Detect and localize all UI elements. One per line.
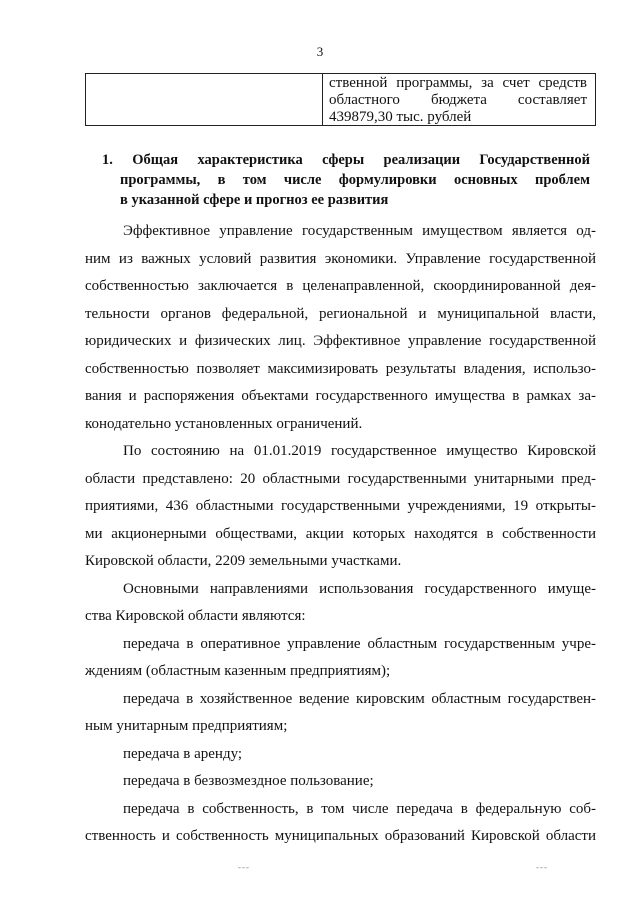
list-item-line: передача в собственность, в том числе передача в федеральную соб- [123, 800, 596, 817]
paragraph-line: конодательно установленных ограничений. [85, 415, 363, 432]
footer-mark: --- [536, 862, 548, 872]
paragraph-line: ства Кировской области являются: [85, 608, 306, 624]
list-item-line: ждениям (областным казенным предприятиям); [85, 663, 391, 679]
heading-line: 1. Общая характеристика сферы реализации Государственной [102, 152, 590, 168]
footer-mark: --- [238, 862, 250, 872]
paragraph-line: ним из важных условий развития экономики. Управление государственной [85, 250, 596, 267]
table-cell-line: областного бюджета составляет [329, 92, 587, 108]
list-item-line: передача в хозяйственное ведение кировским областным государствен- [123, 690, 596, 707]
table-cell-funding [323, 74, 595, 125]
paragraph-line: собственностью позволяет максимизировать результаты владения, использо- [85, 360, 596, 377]
table-cell-line: 439879,30 тыс. рублей [329, 109, 472, 125]
list-item-line: передача в оперативное управление областным государственным учре- [123, 635, 596, 652]
summary-table-row [85, 73, 596, 126]
paragraph-line: ми акционерными обществами, акции которых находятся в собственности [85, 525, 596, 542]
paragraph-line: тельности органов федеральной, региональной и муниципальной власти, [85, 305, 596, 322]
section-heading [102, 150, 590, 210]
table-cell-line: ственной программы, за счет средств [329, 75, 587, 91]
paragraph-line: приятиями, 436 областными государственными учреждениями, 19 открыты- [85, 498, 596, 514]
paragraph-line: юридических и физических лиц. Эффективное управление государственной [85, 333, 596, 349]
paragraph-line: области представлено: 20 областными государственными унитарными пред- [85, 470, 596, 487]
body-text [85, 218, 596, 851]
paragraph-line: Основными направлениями использования государственного имуще- [123, 580, 596, 597]
list-item-line: ственность и собственность муниципальных образований Кировской области [85, 828, 596, 844]
paragraph-line: собственностью заключается в целенаправленной, скоординированной дея- [85, 278, 596, 294]
page-number: 3 [316, 44, 324, 59]
list-item-line: ным унитарным предприятиям; [85, 718, 288, 734]
heading-line: программы, в том числе формулировки основных проблем [120, 172, 590, 188]
list-item-line: передача в аренду; [123, 745, 243, 762]
heading-line: в указанной сфере и прогноз ее развития [120, 192, 389, 208]
table-cell-empty [86, 74, 323, 125]
paragraph-line: По состоянию на 01.01.2019 государственное имущество Кировской [123, 443, 596, 459]
paragraph-line: вания и распоряжения объектами государственного имущества в рамках за- [85, 388, 596, 404]
paragraph-line: Эффективное управление государственным имуществом является од- [123, 223, 596, 239]
paragraph-line: Кировской области, 2209 земельными участками. [85, 553, 402, 569]
list-item-line: передача в безвозмездное пользование; [123, 773, 374, 789]
